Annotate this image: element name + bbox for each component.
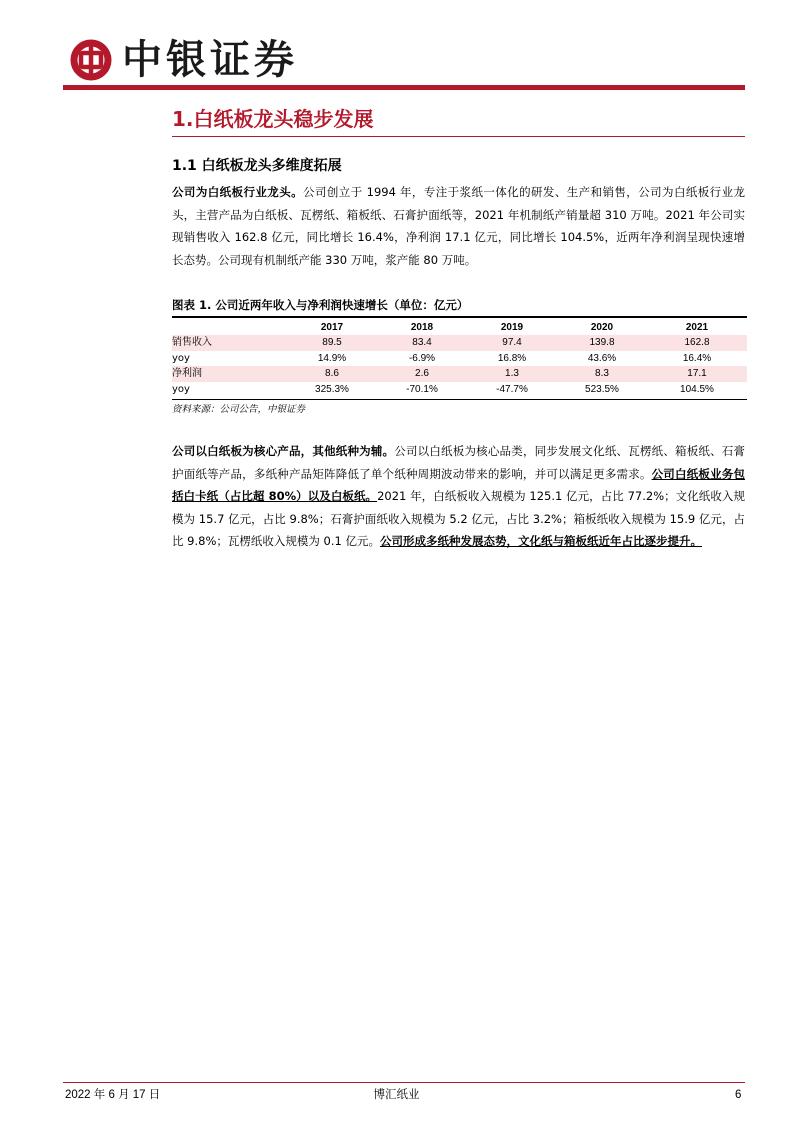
bank-of-china-logo-icon [70,39,112,81]
row-label: 销售收入 [172,335,287,350]
table-header-year: 2019 [500,322,524,333]
financial-table [172,320,747,397]
table-cell: 1.3 [467,366,557,381]
subsection-title: 1.1 白纸板龙头多维度拓展 [172,158,342,174]
table-row [172,382,747,397]
table-cell: 325.3% [315,383,349,395]
paragraph-body: 公司创立于 1994 年，专注于浆纸一体化的研发、生产和销售，公司为白纸板行业龙头，主营产品为白纸板、瓦楞纸、箱板纸、石膏护面纸等，2021 年机制纸产销量超 310 万吨。2021 年公司实现销售收入 162.8 亿元，同比增长 16.4%，净利润 17.1 亿元，同比增长 104.5%，近两年净利润呈现快速增长态势。公司现有机制纸产能 330 万吨，浆产能 80 万吨。 [172,185,746,267]
table-cell: 97.4 [467,335,557,350]
footer-divider [63,1082,745,1083]
table-cell: 8.6 [287,366,377,381]
figure-bottom-rule [172,399,747,400]
table-row [172,335,747,350]
row-label: yoy [172,352,190,364]
brand-name: 中银证券 [122,36,298,83]
section-title-underline [172,136,745,137]
table-cell: 16.4% [682,352,712,364]
row-label: 净利润 [172,366,287,381]
paragraph-lead: 公司以白纸板为核心产品，其他纸种为辅。 [172,444,395,458]
table-cell: 8.3 [557,366,647,381]
table-cell: 43.6% [587,352,617,364]
table-cell: 2.6 [377,366,467,381]
table-header-year: 2018 [410,322,434,333]
table-cell: -6.9% [408,352,436,364]
paragraph-highlight: 公司白纸板业务包括白卡纸（占比超 80%）以及白板纸。 [172,466,745,504]
row-label: yoy [172,383,190,395]
table-header-year: 2021 [685,322,709,333]
paragraph-highlight: 公司形成多纸种发展态势，文化纸与箱板纸近年占比逐步提升。 [379,534,702,549]
paragraph-product-mix [172,440,745,553]
figure-title: 图表 1. 公司近两年收入与净利润快速增长（单位：亿元） [172,298,469,312]
table-cell: 89.5 [287,335,377,350]
paragraph-lead: 公司为白纸板行业龙头。 [172,185,304,199]
paragraph-body: 2021 年，白纸板收入规模为 125.1 亿元，占比 77.2%；文化纸收入规模为 15.7 亿元，占比 9.8%；石膏护面纸收入规模为 5.2 亿元，占比 3.2%；箱板纸收入规模为 15.9 亿元，占比 9.8%；瓦楞纸收入规模为 0.1 亿元。 [172,489,745,549]
table-cell: 523.5% [585,383,619,395]
table-header-row [172,320,747,335]
table-row [172,366,747,381]
table-header-year: 2017 [320,322,344,333]
table-row [172,351,747,366]
figure-source: 资料来源：公司公告，中银证券 [172,404,306,415]
table-cell: 83.4 [377,335,467,350]
footer-report-title: 博汇纸业 [373,1089,420,1101]
table-cell: 162.8 [647,335,747,350]
table-cell: 14.9% [317,352,347,364]
paragraph-body: 公司以白纸板为核心品类，同步发展文化纸、瓦楞纸、箱板纸、石膏护面纸等产品，多纸种产品矩阵降低了单个纸种周期波动带来的影响，并可以满足更多需求。 [172,444,746,481]
table-cell: 104.5% [680,383,714,395]
table-cell: -47.7% [496,383,528,395]
header-divider [63,85,745,90]
section-title: 1.白纸板龙头稳步发展 [172,107,374,131]
paragraph-company-overview [172,181,745,271]
table-cell: 139.8 [557,335,647,350]
table-header-empty [172,320,287,335]
table-cell: 16.8% [497,352,527,364]
page-number: 6 [735,1089,742,1101]
table-cell: 17.1 [647,366,747,381]
figure-top-rule [172,316,747,318]
table-header-year: 2020 [590,322,614,333]
brand-logo [70,35,298,85]
table-cell: -70.1% [406,383,438,395]
footer-date: 2022 年 6 月 17 日 [65,1089,161,1101]
